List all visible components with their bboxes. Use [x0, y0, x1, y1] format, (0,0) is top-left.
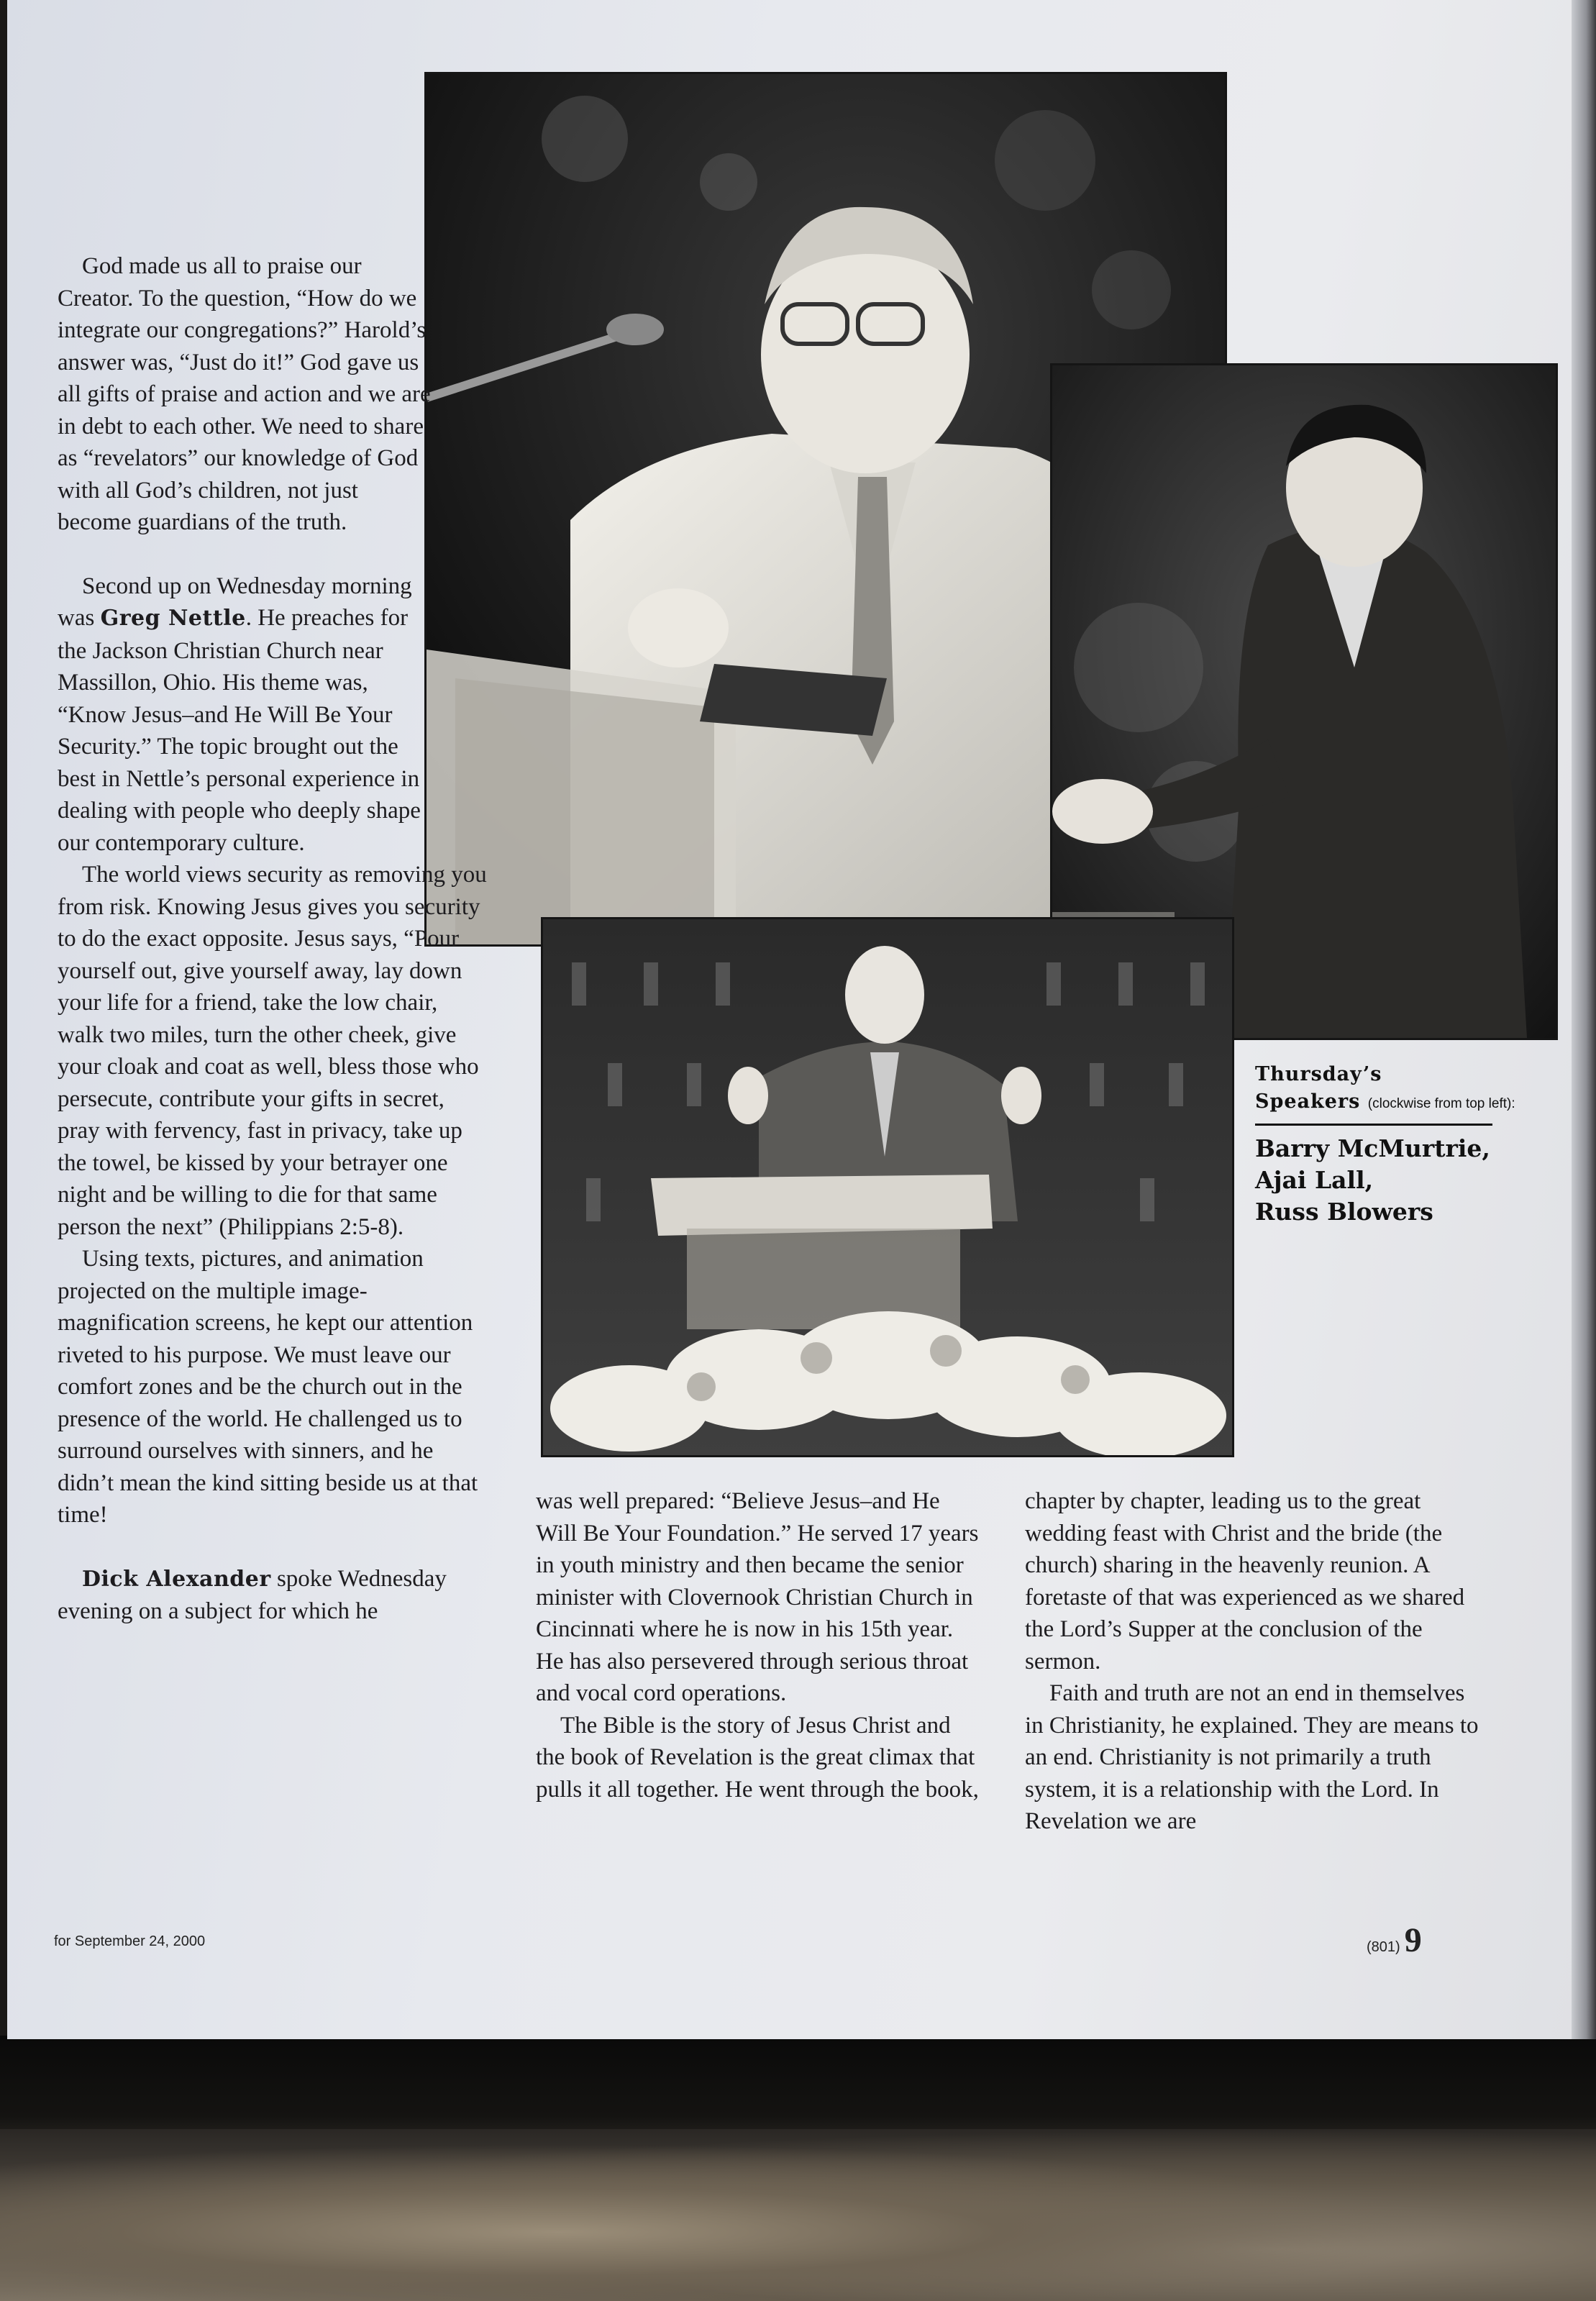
paragraph: Using texts, pictures, and animation projected on the multiple image-magnification screens, he kept our attention riveted to his purpose. We must leave our comfort zones and be the church out in the presence of the world. He challenged us to surround ourselves with sinners, and he didn’t mean the kind sitting beside us at that time!: [58, 1246, 478, 1528]
paragraph: The Bible is the story of Jesus Christ and the book of Revelation is the great climax that pulls it all together. He went through the book,: [536, 1712, 979, 1803]
issue-date: for September 24, 2000: [54, 1933, 206, 1949]
paragraph: The world views security as removing you from risk. Knowing Jesus gives you security to do the exact opposite. Jesus says, “Pour yourself out, give yourself away, lay down your life for a friend, take the low chair, walk two miles, turn the other cheek, give your cloak and coat as well, bless those who persecute, contribute your gifts in secret, pray with fervency, fast in privacy, take up the towel, be kissed by your betrayer one night and be willing to die for that same person the next” (Philippians 2:5-8).: [58, 862, 487, 1240]
caption-title: [1255, 1061, 1528, 1118]
paragraph: was well prepared: “Believe Jesus–and He Will Be Your Foundation.” He served 17 years in youth ministry and then became the senior minister with Clovernook Christian Church in Cincinnati where he is now in his 15th year. He has also persevered through serious throat and vocal cord operations.: [536, 1488, 979, 1706]
page-code: (801): [1367, 1939, 1400, 1955]
paragraph: [58, 1563, 489, 1628]
speaker-name: Greg Nettle: [100, 606, 246, 631]
paragraph: Faith and truth are not an end in themselves in Christianity, he explained. They are means to an end. Christianity is not primarily a truth system, it is a relationship with the Lord. In Revelation we are: [1025, 1680, 1479, 1834]
article-column-middle: [536, 1485, 985, 1805]
paragraph: chapter by chapter, leading us to the great wedding feast with Christ and the bride (the church) sharing in the heavenly reunion. A foretaste of that was experienced as we shared the Lord’s Supper at the conclusion of the sermon.: [1025, 1488, 1465, 1675]
caption-name: Barry McMurtrie,: [1255, 1134, 1490, 1162]
caption-rule: [1255, 1124, 1492, 1126]
paragraph-text: Second up on Wednesday morning was: [58, 573, 412, 631]
carpet-background: [0, 2129, 1596, 2301]
page-number: 9: [1404, 1921, 1422, 1959]
caption-line: Thursday’s: [1255, 1063, 1382, 1085]
caption-name: Ajai Lall,: [1255, 1166, 1374, 1194]
paragraph-text: spoke Wednesday evening on a subject for which he: [58, 1565, 447, 1624]
speaker-name: Dick Alexander: [82, 1566, 271, 1592]
photo-russ-blowers: [541, 917, 1234, 1457]
paragraph-text: . He preaches for the Jackson Christian Church near Massillon, Ohio. His theme was, “Know Jesus–and He Will Be Your Security.” The topic brought out the best in Nettle’s personal experience in dealing with people who deeply shape our contemporary culture.: [58, 605, 421, 856]
photo-caption: [1255, 1061, 1528, 1228]
caption-name: Russ Blowers: [1255, 1198, 1433, 1226]
article-column-right: [1025, 1485, 1485, 1838]
caption-names: [1255, 1133, 1528, 1228]
article-column-left: [58, 250, 518, 1628]
caption-subtitle: (clockwise from top left):: [1367, 1096, 1515, 1111]
paragraph: [58, 570, 432, 860]
page-number-block: [1367, 1920, 1422, 1960]
magazine-page: [7, 0, 1590, 2039]
paragraph: God made us all to praise our Creator. To the question, “How do we integrate our congregations?” Harold’s answer was, “Just do it!” God gave us all gifts of praise and action and we are in debt to each other. We need to share as “revelators” our knowledge of God with all God’s children, not just become guardians of the truth.: [58, 253, 431, 535]
caption-line: Speakers (clockwise from top left):: [1255, 1090, 1515, 1113]
page-edge: [1572, 0, 1596, 2039]
